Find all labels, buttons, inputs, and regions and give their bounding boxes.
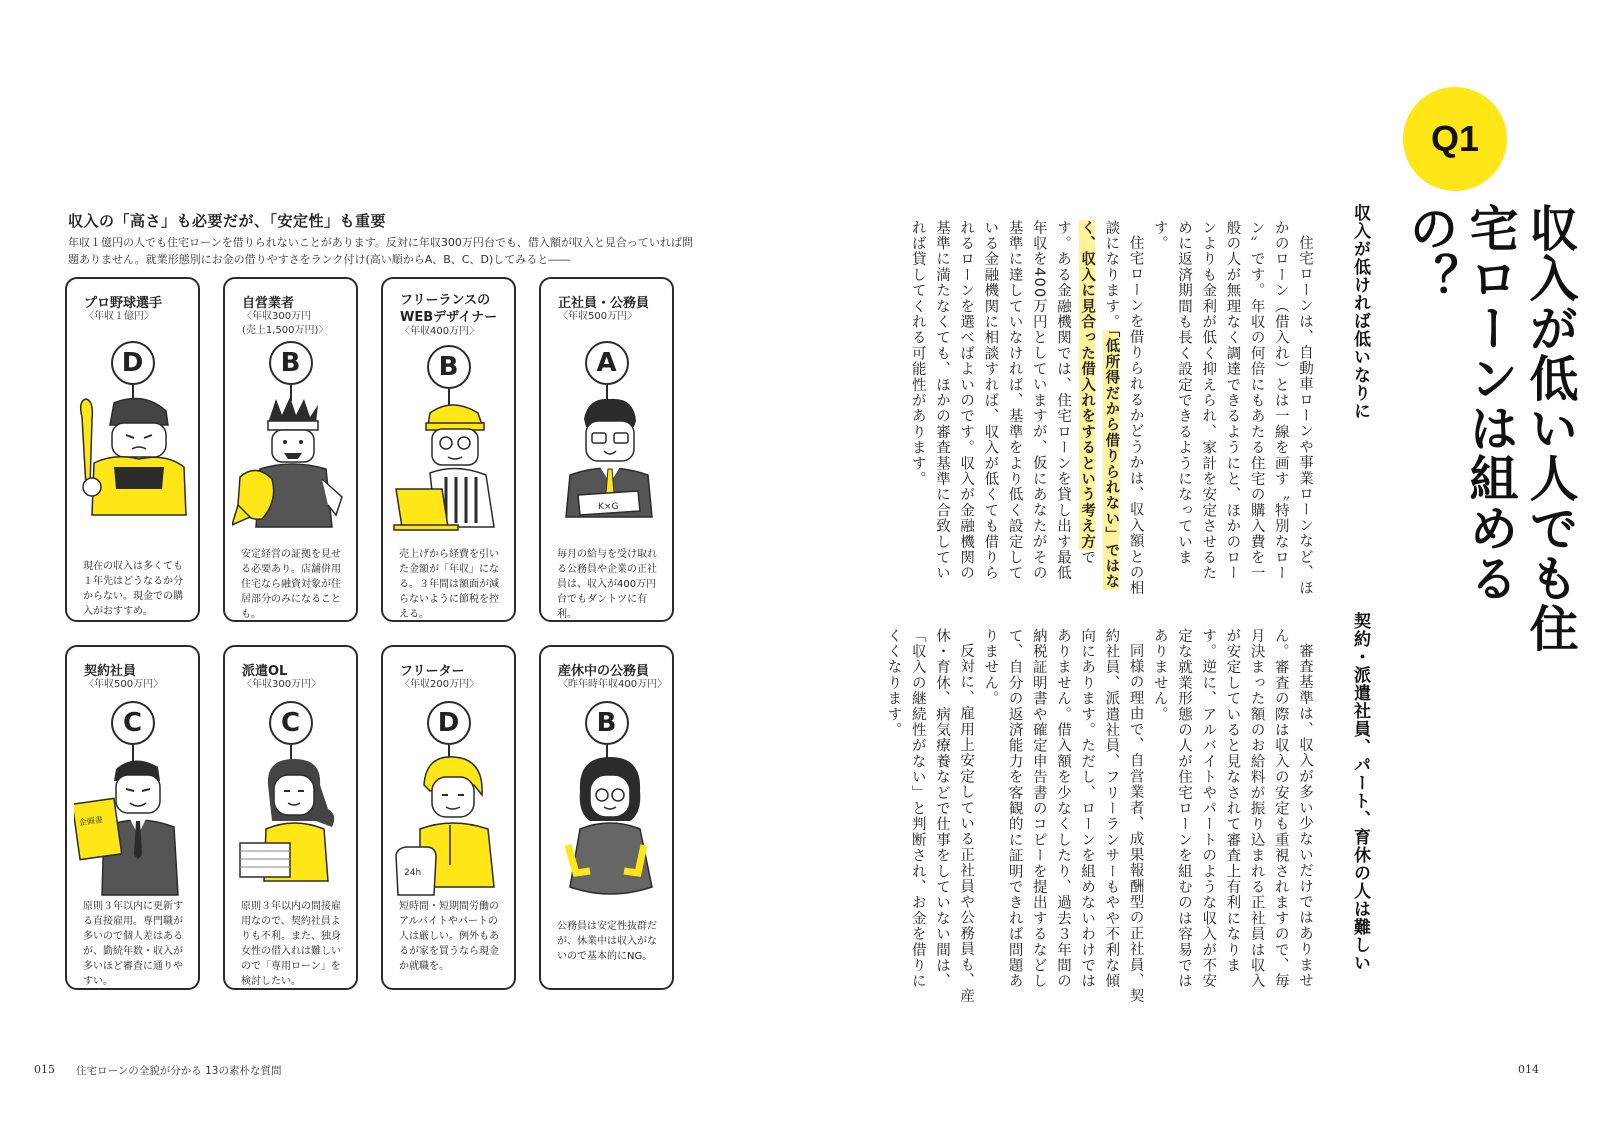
card-income: 〈年収300万円 (売上1,500万円)〉 xyxy=(242,311,329,336)
rank-badge: B xyxy=(427,345,471,389)
rank-badge: C xyxy=(269,701,313,745)
card-title: 派遣OL xyxy=(242,664,288,679)
card-description: 売上げから経費を引いた金額が「年収」になる。３年間は額面が減らないように節税を控える。 xyxy=(399,549,499,620)
card-title: 産休中の公務員 xyxy=(558,664,650,679)
part-timer-illustration xyxy=(390,755,508,905)
page-title: 収入が低い人でも住宅ローンは組めるの？ xyxy=(1402,203,1579,653)
question-badge: Q1 xyxy=(1403,87,1507,191)
section2-paragraph: 審査基準は、収入が多い少ないだけではありません。審査の際は収入の安定も重視されますので、毎月決まった額のお給料が振り込まれる正社員は収入が安定していると見なされて審査上有利になります。逆に、アルバイトやパートのような収入が不安定な就業形態の人が住宅ローンを組むのは容易ではありません。 xyxy=(1151,628,1313,990)
card-income: 〈年収400万円〉 xyxy=(400,326,480,337)
highlighted-phrase: 「低所得だから借りられない」ではなく、収入に見合った借入れをするという考え方 xyxy=(1079,220,1120,590)
pregnant-servant-illustration xyxy=(548,755,666,905)
card-self-employed xyxy=(223,277,358,622)
section2-paragraph: 同様の理由で、自営業者、成果報酬型の正社員、契約社員、派遣社員、フリーランサーもやや不利な傾向にあります。ただし、ローンを組めないわけではありません。借入額を少なくしたり、過去３年間の納税証明書や確定申告書のコピーを提出するなどして、自分の返済能力を客観的に証明できれば問題ありません。 xyxy=(982,628,1144,1004)
card-description: 安定経営の証拠を見せる必要あり。店舗併用住宅なら融資対象が住居部分のみになることも。 xyxy=(241,549,341,620)
card-title: 契約社員 xyxy=(84,664,137,679)
section2-body xyxy=(885,628,1317,1004)
card-dispatch-worker xyxy=(223,645,358,990)
plan-document-label: 企画書 xyxy=(78,815,104,828)
card-contract-employee xyxy=(65,645,200,990)
card-description: 現在の収入は多くても１年先はどうなるか分からない。現金での購入がおすすめ。 xyxy=(83,561,183,617)
fishmonger-illustration xyxy=(232,397,350,547)
baseball-player-illustration xyxy=(74,397,192,547)
card-part-timer xyxy=(381,645,516,990)
card-income: 〈年収500万円〉 xyxy=(558,311,638,322)
card-title: 自営業者 xyxy=(242,296,295,311)
card-salaried-employee xyxy=(539,277,674,622)
card-description: 毎月の給与を受け取れる公務員や企業の正社員は、収入が400万円台でもダントツに有利。 xyxy=(557,549,657,620)
section-heading: 収入の「高さ」も必要だが、「安定性」も重要 xyxy=(68,212,387,230)
rank-badge: D xyxy=(427,701,471,745)
dispatch-worker-illustration xyxy=(232,755,350,905)
card-title: 正社員・公務員 xyxy=(558,296,650,311)
section2-paragraph: 反対に、雇用上安定している正社員や公務員も、産休・育休、病気療養などで仕事をしていない間は、「収入の継続性がない」と判断され、お金を借りにくくなります。 xyxy=(885,628,975,1004)
card-income: 〈年収200万円〉 xyxy=(400,679,480,690)
card-description: 原則３年以内に更新する直接雇用。専門職が多いので個人差はあるが、勤続年数・収入が多いほど審査に通りやすい。 xyxy=(83,901,183,987)
rank-badge: A xyxy=(585,341,629,385)
card-description: 短時間・短期間労働のアルバイトやパートの人は厳しい。例外もあるが家を買うなら現金か就職を。 xyxy=(399,901,499,972)
section1-paragraph xyxy=(906,220,1148,596)
card-description: 原則３年以内の間接雇用なので、契約社員よりも不利。また、独身女性の借入れは難しいので「専用ローン」を検討したい。 xyxy=(241,901,341,987)
rank-badge: B xyxy=(269,341,313,385)
card-description: 公務員は安定性抜群だが、休業中は収入がないので基本的にNG。 xyxy=(557,921,657,962)
rank-badge: D xyxy=(111,341,155,385)
card-income: 〈年収300万円〉 xyxy=(242,679,322,690)
section-intro: 年収１億円の人でも住宅ローンを借りられないことがあります。反対に年収300万円台でも、借入額が収入と見合っていれば問題ありません。就業形態別にお金の借りやすさをランク付け(高い順からA、B、C、D)してみると―― xyxy=(68,236,693,266)
card-income: 〈年収500万円〉 xyxy=(84,679,164,690)
card-freelance-designer xyxy=(381,277,516,622)
section1-paragraph: 住宅ローンは、自動車ローンや事業ローンなど、ほかのローン（借入れ）とは一線を画す〝特別なローン〟です。年収の何倍にもあたる住宅の購入費を一般の人が無理なく調達できるようにと、ほかのローンよりも金利が低く抑えられ、家計を安定させるために返済期間も長く設定できるようになっています。 xyxy=(1151,220,1313,596)
running-head: 住宅ローンの全貌が分かる 13の素朴な質問 xyxy=(76,1065,282,1077)
text-run: 住宅ローンを借りられるかどうかは、収入額との相談になります。 xyxy=(1103,220,1144,596)
web-designer-illustration xyxy=(390,399,508,549)
rank-badge: B xyxy=(585,701,629,745)
bag-label: 24h xyxy=(404,868,422,878)
sign-label: K×G xyxy=(598,502,619,512)
card-pro-baseball-player xyxy=(65,277,200,622)
section2-heading: 契約・派遣社員、パート、育休の人は難しい xyxy=(1350,612,1370,972)
card-income: 〈年収１億円〉 xyxy=(84,311,154,322)
card-title: プロ野球選手 xyxy=(84,296,163,311)
contract-employee-illustration xyxy=(74,755,192,905)
card-title: フリーター xyxy=(400,664,465,679)
section1-body xyxy=(889,220,1317,596)
page-number-right: 014 xyxy=(1518,1063,1539,1076)
section1-heading: 収入が低ければ低いなりに xyxy=(1350,204,1370,420)
page-number-left: 015 xyxy=(34,1063,55,1076)
text-run: です。ある金融機関では、住宅ローンを貸し出す最低年収を400万円としていますが、仮にあなたがその基準に達していなければ、基準をより低く設定している金融機関に相談すれば、収入が低くても借りられるローンを選べばよいのです。収入が金融機関の基準に満たなくても、ほかの審査基準に合致していれば貸してくれる可能性があります。 xyxy=(909,220,1096,582)
rank-badge: C xyxy=(111,701,155,745)
card-maternity-leave-servant xyxy=(539,645,674,990)
card-income: 〈昨年時年収400万円〉 xyxy=(558,679,668,690)
office-worker-illustration xyxy=(548,397,666,547)
card-title: フリーランスの WEBデザイナー xyxy=(400,293,498,325)
